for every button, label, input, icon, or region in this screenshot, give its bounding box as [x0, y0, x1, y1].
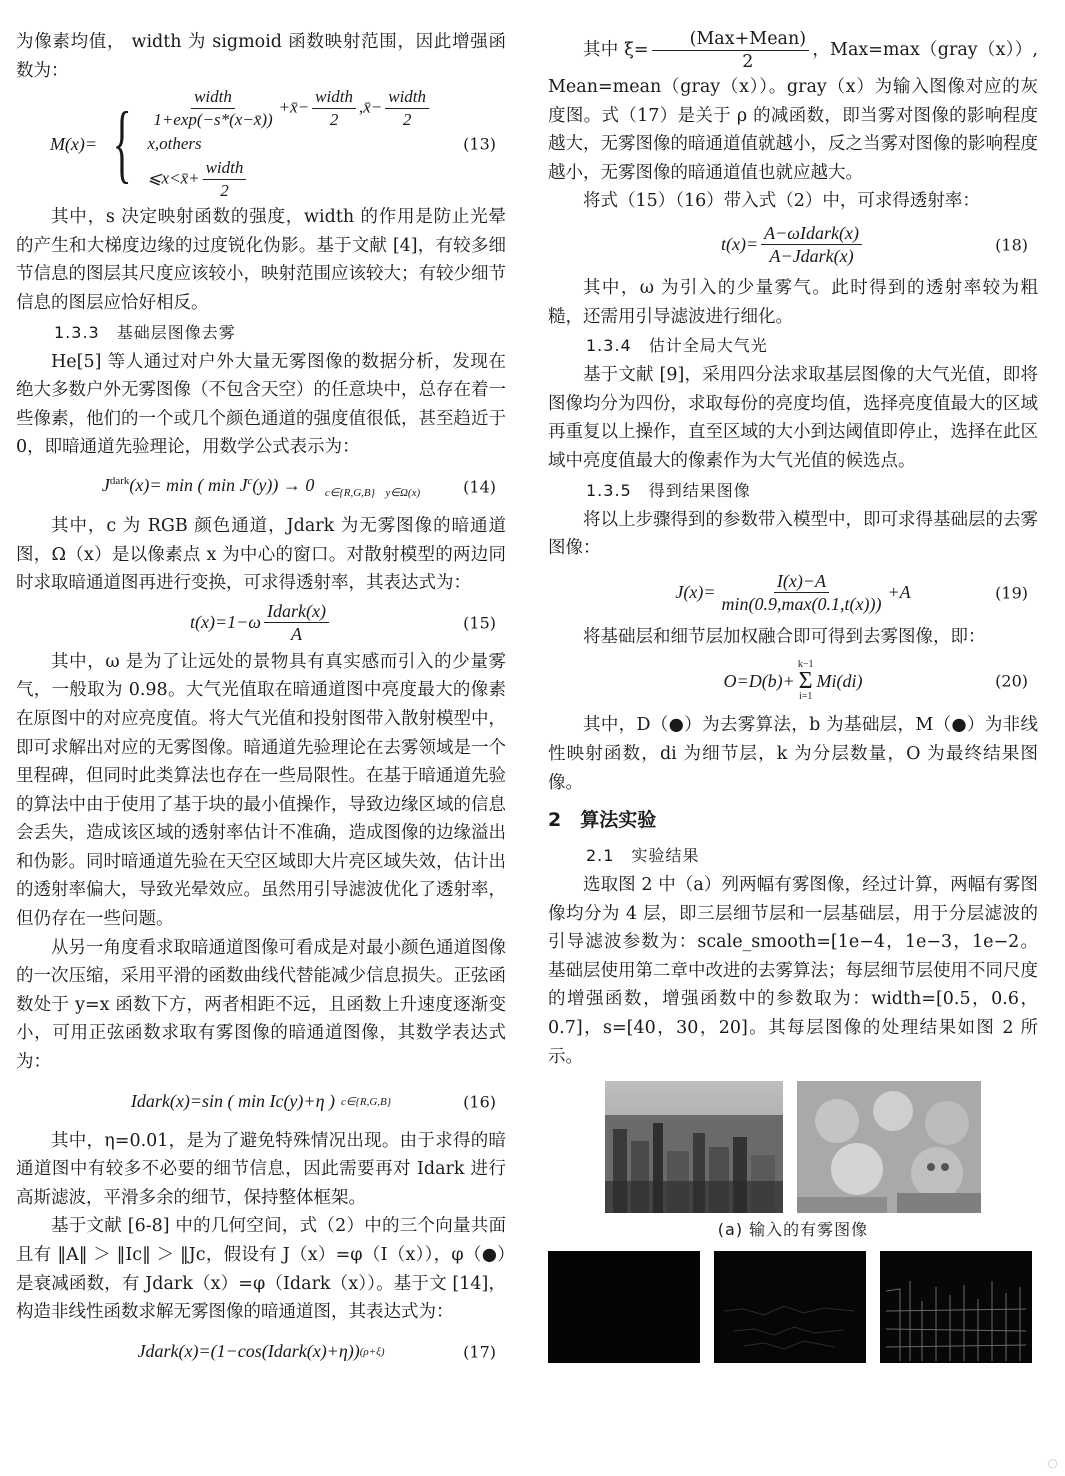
eq14-lhs: J [101, 475, 110, 496]
figure-row-input [548, 1081, 1038, 1213]
inline-text: 其中 ξ= [583, 40, 649, 60]
equation-20 [548, 651, 1038, 711]
subsection-heading: 2.1 实验结果 [586, 846, 700, 866]
eq13-case3: ⩽x<x̄+ [147, 168, 200, 188]
eq14-sub: c∈{R,G,B} [324, 486, 376, 499]
detail-layer-image [880, 1251, 1032, 1363]
subsection-heading: 1.3.4 估计全局大气光 [586, 336, 768, 356]
equation-17 [16, 1327, 506, 1377]
equation-13 [16, 85, 506, 203]
eq20-lhs: O=D(b)+ [723, 670, 795, 691]
equation-number: (16) [463, 1092, 496, 1112]
eq19-lhs: J(x)= [675, 582, 716, 603]
equation-number: (14) [463, 477, 496, 497]
paragraph: 从另一角度看求取暗通道图像可看成是对最小颜色通道图像的一次压缩，采用平滑的函数曲线代替能减少信息损失。正弦函数处于 y=x 函数下方，两者相距不远，且函数上升速度逐渐变小，可用正弦函数求取有雾图像的暗通道图像，其数学表达式为： [16, 937, 506, 1073]
equation-number: (19) [995, 583, 1028, 603]
equation-18 [548, 216, 1038, 274]
eq13-frac-num: width [203, 157, 247, 180]
equation-16 [16, 1077, 506, 1127]
eq20-tail: Mi(di) [816, 670, 863, 691]
eq14-sup: dark [109, 475, 130, 488]
paragraph: 其中，η=0.01，是为了避免特殊情况出现。由于求得的暗通道图中有较多不必要的细节信息，因此需要再对 Idark 进行高斯滤波，平滑多余的细节，保持整体框架。 [16, 1130, 506, 1208]
eq13-frac-den: 2 [329, 110, 339, 130]
figure-caption: (a) 输入的有雾图像 [717, 1220, 869, 1240]
right-column [548, 28, 1038, 1363]
eq18-lhs: t(x)= [721, 234, 759, 255]
eq15-frac-num: Idark(x) [264, 600, 329, 623]
eq16-sub: c∈{R,G,B} [341, 1096, 392, 1109]
section-heading: 2 算法实验 [548, 809, 657, 832]
eq20-sum-bot: i=1 [798, 691, 813, 703]
paragraph: 其中，c 为 RGB 颜色通道，Jdark 为无雾图像的暗通道图，Ω（x）是以像素点 x 为中心的窗口。对散射模型的两边同时求取暗通道图再进行变换，可求得透射率，其表达式为： [16, 515, 506, 594]
eq13-frac-num: width [191, 86, 235, 109]
equation-number: (18) [995, 235, 1028, 255]
detail-layer-image [548, 1251, 700, 1363]
eq13-tail: ,x̄− [358, 97, 383, 117]
inline-text: ，Max=max（gray（x））, Mean=mean（gray（x））。gray（x）为输入图像对应的灰度图。式（17）是关于 ρ 的减函数，即当雾对图像的影响程度越大，无雾图像的暗通道值就越小，反之当雾对图像的影响程度越小，无雾图像的暗通道值也就应越大。 [548, 40, 1038, 183]
paragraph: 其中，ω 为引入的少量雾气。此时得到的透射率较为粗糙，还需用引导滤波进行细化。 [548, 277, 1038, 327]
eq14-body: (y)) → 0 [252, 475, 315, 496]
paragraph [548, 28, 1038, 187]
hazy-city-image-graphic [605, 1081, 783, 1213]
eq19-tail: +A [887, 582, 911, 603]
eq20-sum-top: k−1 [797, 659, 814, 671]
equation-number: (17) [463, 1342, 496, 1362]
left-column [16, 28, 506, 1377]
eq14-sub: y∈Ω(x) [385, 486, 421, 499]
eq13-frac-num: width [385, 86, 429, 109]
subsection-heading: 1.3.3 基础层图像去雾 [54, 322, 236, 342]
eq14-sup: c [247, 475, 253, 488]
eq20-sum-glyph: Σ [798, 668, 813, 695]
detail-layer-image [714, 1251, 866, 1363]
hazy-toys-image [797, 1081, 981, 1213]
paragraph: 将式（15）（16）带入式（2）中，可求得透射率： [583, 191, 980, 212]
equation-number: (15) [463, 613, 496, 633]
equation-15 [16, 598, 506, 648]
hazy-city-image [605, 1081, 783, 1213]
figure-row-layers [548, 1251, 1038, 1363]
eq13-case2: x,others [147, 134, 202, 154]
eq15-frac-den: A [290, 624, 302, 645]
hazy-toys-image-graphic [797, 1081, 981, 1213]
eq13-tail: +x̄− [278, 97, 310, 117]
eq13-frac-num: width [312, 86, 356, 109]
equation-number: (20) [995, 671, 1028, 691]
inline-frac-den: 2 [742, 52, 754, 72]
subsection-heading: 1.3.5 得到结果图像 [586, 480, 751, 500]
equation-14 [16, 462, 506, 512]
equation-19 [548, 563, 1038, 623]
detail-layer-graphic [714, 1251, 866, 1363]
watermark-logo: ○ [1044, 1454, 1060, 1472]
eq15-lhs: t(x)=1−ω [190, 612, 261, 633]
eq13-frac-den: 1+exp(−s*(x−x̄)) [153, 110, 273, 130]
eq13-frac-den: 2 [402, 110, 412, 130]
paragraph: 将以上步骤得到的参数带入模型中，即可求得基础层的去雾图像： [548, 509, 1038, 559]
paragraph: 其中，s 决定映射函数的强度，width 的作用是防止光晕的产生和大梯度边缘的过度锐化伪影。基于文献 [4]，有较多细节信息的图层其尺度应该较小，映射范围应该较大；有较少细节信息的图层应恰好相反。 [16, 207, 506, 313]
eq17-sup: (ρ+ξ) [359, 1345, 385, 1358]
eq13-lhs: M(x)= [49, 133, 98, 154]
eq16-body: Idark(x)=sin ( min Ic(y)+η ) [130, 1091, 335, 1112]
paragraph: 选取图 2 中（a）列两幅有雾图像，经过计算，两幅有雾图像均分为 4 层，即三层细节层和一层基础层，用于分层滤波的引导滤波参数为：scale_smooth=[1e−4，1e−3，1e−2。基础层使用第二章中改进的去雾算法；每层细节层使用不同尺度的增强函数，增强函数中的参数取为：width=[0.5，0.6，0.7]，s=[40，30，20]。其每层图像的处理结果如图 2 所示。 [548, 875, 1038, 1067]
detail-layer-graphic [880, 1251, 1032, 1363]
inline-frac-num: (Max+Mean) [652, 28, 810, 51]
paragraph: He[5] 等人通过对户外大量无雾图像的数据分析，发现在绝大多数户外无雾图像（不包含天空）的任意块中，总存在着一些像素，他们的一个或几个颜色通道的强度值很低，甚至趋近于 0，即暗通道先验理论，用数学公式表示为： [16, 351, 506, 458]
eq19-frac-den: min(0.9,max(0.1,t(x))) [721, 594, 882, 615]
paragraph: 基于文献 [6-8] 中的几何空间，式（2）中的三个向量共面且有 ‖A‖ ＞ ‖Ic‖ ＞ ‖Jc，假设有 J（x）=φ（I（x）），φ（●）是衰减函数，有 Jdark（x）=φ（Idark（x））。基于文 [14]，构造非线性函数求解无雾图像的暗通道图，其表达式为： [16, 1216, 506, 1323]
eq14-body: (x)= min ( min J [129, 475, 248, 496]
eq18-frac-num: A−ωIdark(x) [761, 222, 862, 245]
paragraph: 其中，ω 是为了让远处的景物具有真实感而引入的少量雾气，一般取为 0.98。大气光值取在暗通道图中亮度最大的像素在原图中的对应亮度值。将大气光值和投射图带入散射模型中，即可求解出对应的无雾图像。暗通道先验理论在去雾领域是一个里程碑，但同时此类算法也存在一些局限性。在基于暗通道先验的算法中由于使用了基于块的最小值操作，导致边缘区域的信息会丢失，造成该区域的透射率估计不准确，造成图像的边缘溢出和伪影。同时暗通道先验在天空区域即大片亮区域失效，估计出的透射率偏大，导致光晕效应。虽然用引导滤波优化了透射率，但仍存在一些问题。 [16, 651, 506, 930]
paragraph: 为像素均值， width 为 sigmoid 函数映射范围，因此增强函数为： [16, 32, 506, 81]
eq17-body: Jdark(x)=(1−cos(Idark(x)+η)) [137, 1341, 360, 1362]
eq18-frac-den: A−Jdark(x) [769, 246, 854, 267]
paragraph: 将基础层和细节层加权融合即可得到去雾图像，即： [583, 626, 986, 647]
paragraph: 其中，D（●）为去雾算法，b 为基础层，M（●）为非线性映射函数，di 为细节层，k 为分层数量，O 为最终结果图像。 [548, 715, 1038, 793]
brace-glyph: { [112, 95, 132, 193]
eq13-frac-den: 2 [220, 181, 229, 201]
equation-number: (13) [463, 134, 496, 154]
eq19-frac-num: I(x)−A [774, 570, 829, 593]
paragraph: 基于文献 [9]，采用四分法求取基层图像的大气光值，即将图像均分为四份，求取每份的亮度均值，选择亮度值最大的区域再重复以上操作，直至区域的大小到达阈值即停止，选择在此区域中亮度值最大的像素作为大气光值的候选点。 [548, 365, 1038, 471]
